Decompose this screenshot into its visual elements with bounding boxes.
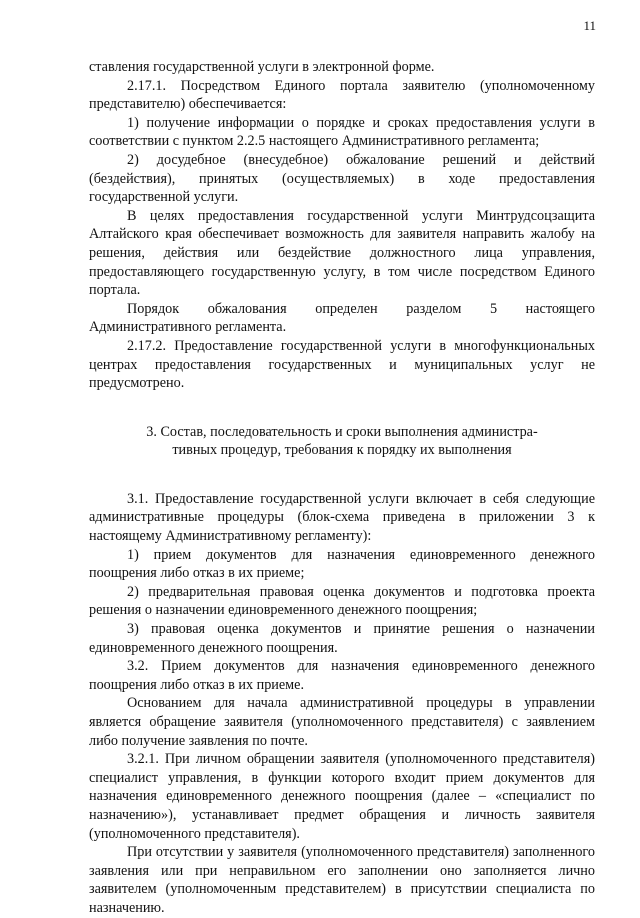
paragraph: 3.2. Прием документов для назначения единовременного денежного поощрения либо отказ в их приеме.	[89, 658, 595, 693]
paragraph: 1) прием документов для назначения единовременного денежного поощрения либо отказ в их приеме;	[89, 546, 595, 582]
paragraph: 3.1. Предоставление государственной услуги включает в себя следующие административные процедуры (блок-схема приведена в приложении 3 к настоящему Административному регламенту):	[89, 490, 595, 545]
page-number: 11	[583, 18, 596, 33]
paragraph: 3) правовая оценка документов и принятие решения о назначении единовременного денежного поощрения.	[89, 621, 595, 656]
paragraph: 2.17.1. Посредством Единого портала заявителю (уполномоченному представителю) обеспечивается:	[89, 77, 595, 113]
paragraphs-bottom	[89, 490, 595, 918]
paragraph: ставления государственной услуги в электронной форме.	[89, 59, 435, 75]
paragraph: В целях предоставления государственной услуги Минтрудсоцзащита Алтайского края обеспечивает возможность для заявителя направить жалобу на решения, действия или бездействие должностного лица управления, предоставляющего государственную услугу, в том числе посредством Единого портала.	[89, 207, 595, 299]
section-heading	[89, 423, 595, 460]
paragraphs-top	[89, 58, 595, 393]
paragraph: Основанием для начала административной процедуры в управлении является обращение заявителя (уполномоченного представителя) с заявлением либо получение заявления по почте.	[89, 695, 595, 749]
paragraph: Порядок обжалования определен разделом 5 настоящего Административного регламента.	[89, 300, 595, 336]
paragraph: 1) получение информации о порядке и сроках предоставления услуги в соответствии с пунктом 2.2.5 настоящего Административного регламента;	[89, 114, 595, 150]
paragraph: 2) досудебное (внесудебное) обжалование решений и действий (бездействия), принятых (осуществляемых) в ходе предоставления государственной услуги.	[89, 151, 595, 206]
paragraph: При отсутствии у заявителя (уполномоченного представителя) заполненного заявления или при неправильном его заполнении оно заполняется лично заявителем (уполномоченным представителем) в присутствии специалиста по назначению.	[89, 844, 595, 916]
paragraph: 2.17.2. Предоставление государственной услуги в многофункциональных центрах предоставления государственных и муниципальных услуг не предусмотрено.	[89, 337, 595, 392]
section-heading-line: тивных процедур, требования к порядку их выполнения	[172, 442, 512, 459]
paragraph: 2) предварительная правовая оценка документов и подготовка проекта решения о назначении единовременного денежного поощрения;	[89, 583, 595, 619]
section-heading-line: 3. Состав, последовательность и сроки выполнения администра-	[146, 423, 538, 440]
paragraph: 3.2.1. При личном обращении заявителя (уполномоченного представителя) специалист управления, в функции которого входит прием документов для назначения единовременного денежного поощрения (далее – «специалист по назначению»), устанавливает предмет обращения и личность заявителя (уполномоченного представителя).	[89, 751, 595, 842]
document-body	[89, 58, 595, 918]
